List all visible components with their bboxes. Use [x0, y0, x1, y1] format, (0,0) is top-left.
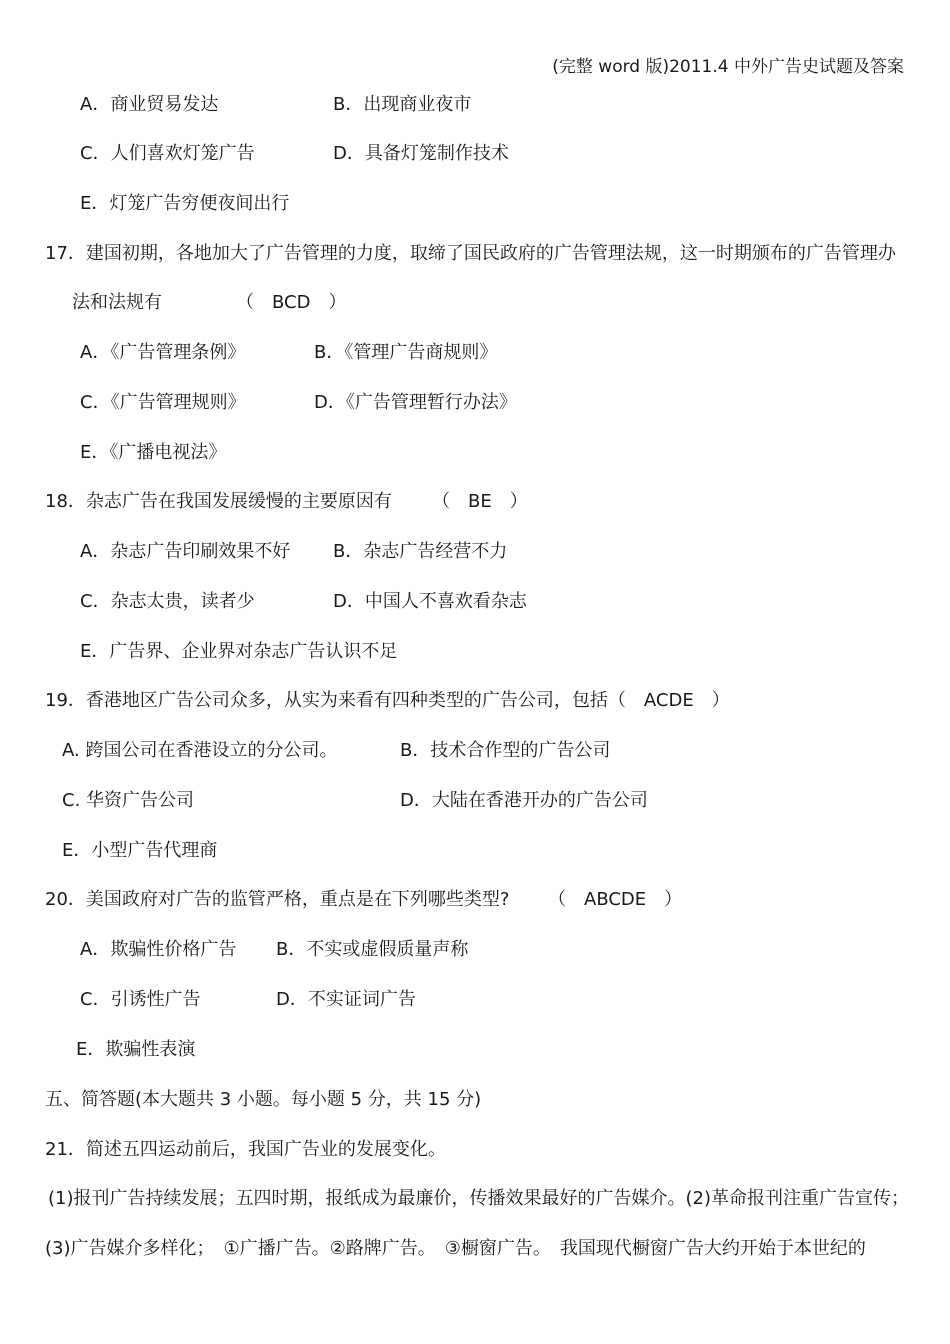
q18-option-d: D．中国人不喜欢看杂志: [333, 591, 527, 612]
q19-option-c: C. 华资广告公司: [62, 790, 195, 811]
q19-stem: 19．香港地区广告公司众多，从实为来看有四种类型的广告公司，包括（ ACDE ）: [45, 690, 730, 711]
q17-option-d: D．《广告管理暂行办法》: [314, 392, 517, 413]
section5-title: 五、简答题(本大题共 3 小题。每小题 5 分，共 15 分): [45, 1089, 482, 1110]
page-header-title: (完整 word 版)2011.4 中外广告史试题及答案: [552, 57, 904, 77]
q17-answer: （ BCD ）: [236, 292, 347, 313]
q16-option-d: D．具备灯笼制作技术: [333, 143, 509, 164]
q20-option-a: A．欺骗性价格广告: [80, 939, 237, 960]
q17-stem-line2: 法和法规有: [72, 292, 162, 313]
q16-option-a: A．商业贸易发达: [80, 94, 219, 115]
q19-option-b: B．技术合作型的广告公司: [400, 740, 611, 761]
q18-stem: 18．杂志广告在我国发展缓慢的主要原因有: [45, 491, 392, 512]
q18-option-c: C．杂志太贵，读者少: [80, 591, 255, 612]
q16-option-c: C．人们喜欢灯笼广告: [80, 143, 255, 164]
q20-stem: 20．美国政府对广告的监管严格，重点是在下列哪些类型?: [45, 889, 510, 910]
q17-stem-line1: 17．建国初期，各地加大了广告管理的力度，取缔了国民政府的广告管理法规，这一时期颁布的广告管理办: [45, 243, 896, 264]
q19-option-d: D．大陆在香港开办的广告公司: [400, 790, 648, 811]
q19-option-e: E．小型广告代理商: [62, 840, 218, 861]
q20-option-c: C．引诱性广告: [80, 989, 201, 1010]
q20-option-d: D．不实证词广告: [276, 989, 416, 1010]
q20-answer: （ ABCDE ）: [548, 889, 683, 910]
q20-option-e: E．欺骗性表演: [76, 1039, 196, 1060]
q18-answer: （ BE ）: [432, 491, 528, 512]
q17-option-c: C．《广告管理规则》: [80, 392, 246, 413]
q18-option-a: A．杂志广告印刷效果不好: [80, 541, 291, 562]
q21-answer-line1: (1)报刊广告持续发展；五四时期，报纸成为最廉价，传播效果最好的广告媒介。(2)革命报刊注重广告宣传；: [48, 1188, 909, 1209]
q18-option-b: B．杂志广告经营不力: [333, 541, 508, 562]
q16-option-b: B．出现商业夜市: [333, 94, 472, 115]
q17-option-a: A．《广告管理条例》: [80, 342, 246, 363]
q21-stem: 21．简述五四运动前后，我国广告业的发展变化。: [45, 1139, 446, 1160]
q16-option-e: E．灯笼广告穷便夜间出行: [80, 193, 290, 214]
q19-option-a: A. 跨国公司在香港设立的分公司。: [62, 740, 338, 761]
q20-option-b: B．不实或虚假质量声称: [276, 939, 469, 960]
q18-option-e: E．广告界、企业界对杂志广告认识不足: [80, 641, 398, 662]
q17-option-e: E．《广播电视法》: [80, 442, 227, 463]
q21-answer-line2: (3)广告媒介多样化； ①广播广告。②路牌广告。 ③橱窗广告。 我国现代橱窗广告大约开始于本世纪的: [45, 1238, 866, 1259]
q17-option-b: B．《管理广告商规则》: [314, 342, 498, 363]
